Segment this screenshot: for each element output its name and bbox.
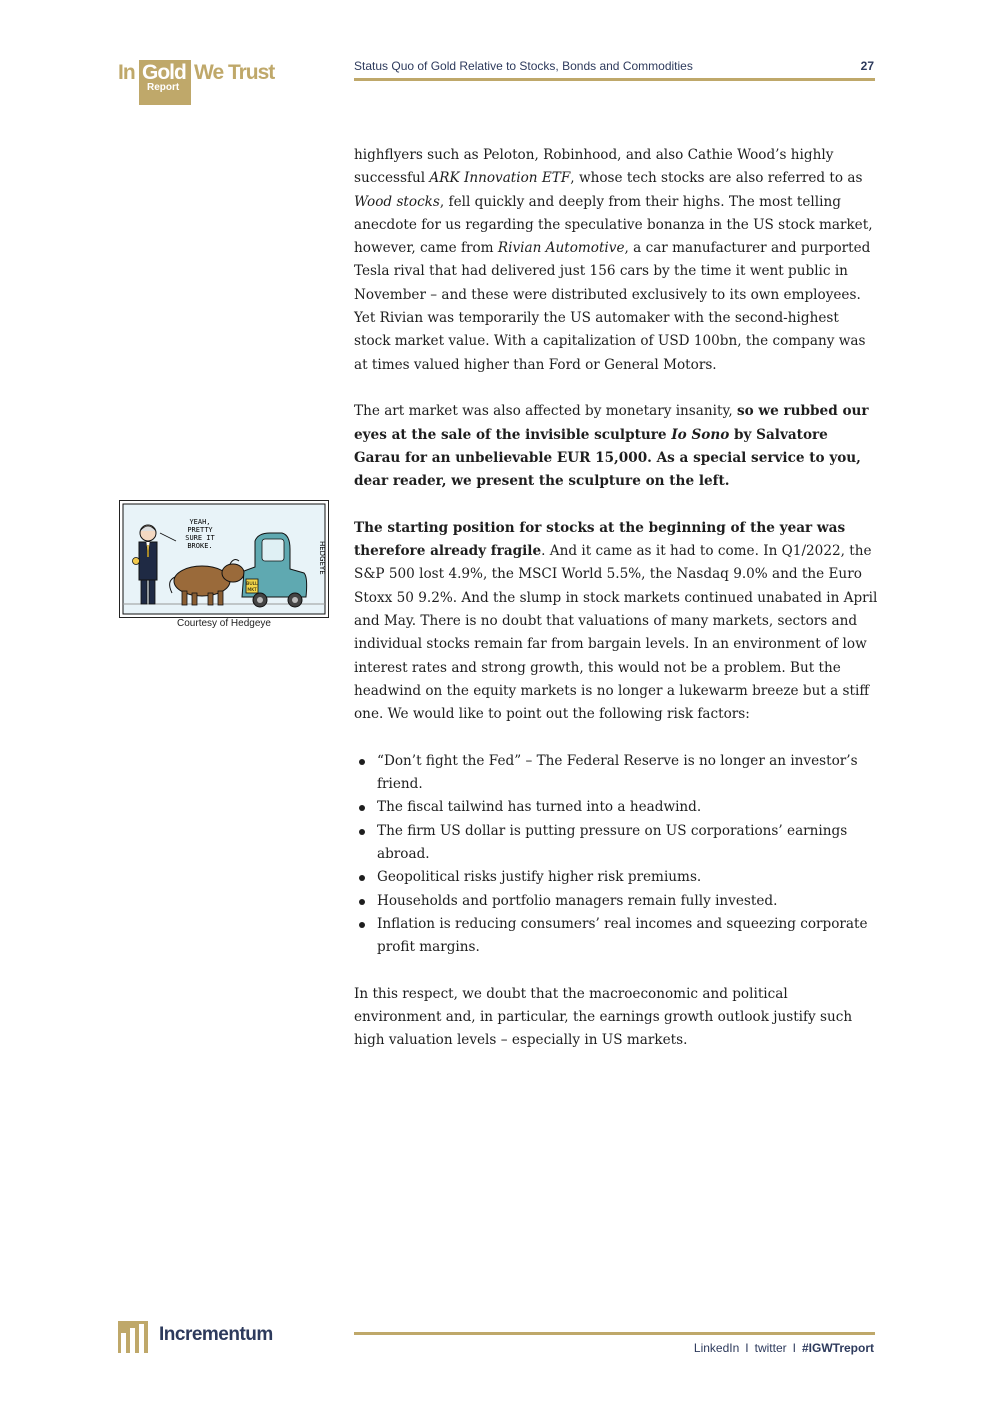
list-item: Households and portfolio managers remain fully invested. xyxy=(377,890,878,913)
logo-word-report: Report xyxy=(147,82,180,93)
twitter-link[interactable]: twitter xyxy=(754,1341,787,1355)
speech-line-1: YEAH, xyxy=(189,518,211,526)
box-label-line-1: BULL xyxy=(246,582,258,587)
footer-separator: I xyxy=(792,1341,796,1355)
logo-word-we-trust: We Trust xyxy=(194,61,275,84)
page-number: 27 xyxy=(860,59,874,73)
speech-line-3: SURE IT xyxy=(185,534,215,542)
running-header-title: Status Quo of Gold Relative to Stocks, Bonds and Commodities xyxy=(354,59,693,73)
logo-word-in: In xyxy=(118,61,135,84)
box-label-line-2: MKT xyxy=(247,588,257,593)
paragraph-1: highflyers such as Peloton, Robinhood, and also Cathie Wood’s highly successful ARK Innovation ETF, whose tech stocks are also referred to as Wood stocks, fell quickly and deeply from their highs. The most telling anecdote for us regarding the speculative bonanza in the US stock market, however, came from Rivian Automotive, a car manufacturer and purported Tesla rival that had delivered just 156 cars by the time it went public in November – and these were distributed exclusively to its own employees. Yet Rivian was temporarily the US automaker with the second-highest stock market value. With a capitalization of USD 100bn, the company was at times valued higher than Ford or General Motors. xyxy=(354,147,873,373)
speech-line-2: PRETTY xyxy=(187,526,213,534)
footer-separator: I xyxy=(745,1341,749,1355)
list-item: “Don’t fight the Fed” – The Federal Reserve is no longer an investor’s friend. xyxy=(377,750,878,797)
report-logo xyxy=(118,60,278,106)
footer-links xyxy=(694,1341,874,1355)
cartoon-caption: Courtesy of Hedgeye xyxy=(177,618,271,629)
paragraph-4: In this respect, we doubt that the macroeconomic and political environment and, in particular, the earnings growth outlook justify such high valuation levels – especially in US markets. xyxy=(354,985,853,1049)
header-rule xyxy=(354,78,875,81)
incrementum-wordmark: Incrementum xyxy=(159,1324,273,1345)
paragraph-2: The art market was also affected by monetary insanity, so we rubbed our eyes at the sale of the invisible sculpture Io Sono by Salvatore Garau for an unbelievable EUR 15,000. As a special service to you, dear reader, we present the sculpture on the left. xyxy=(354,403,869,490)
list-item: The firm US dollar is putting pressure on US corporations’ earnings abroad. xyxy=(377,820,878,867)
risk-factor-list xyxy=(354,750,878,960)
logo-word-gold: Gold xyxy=(142,61,186,84)
body-text xyxy=(354,144,878,1076)
incrementum-logo xyxy=(118,1321,288,1353)
paragraph-3: The starting position for stocks at the beginning of the year was therefore already fragile. And it came as it had to come. In Q1/2022, the S&P 500 lost 4.9%, the MSCI World 5.5%, the Nasdaq 9.0% and the Euro Stoxx 50 9.2%. And the slump in stock markets continued unabated in April and May. There is no doubt that valuations of many markets, sectors and individual stocks remain far from bargain levels. In an environment of low interest rates and strong growth, this would not be a problem. But the headwind on the equity markets is no longer a lukewarm breeze but a stiff one. We would like to point out the following risk factors: xyxy=(354,519,878,723)
speech-line-4: BROKE. xyxy=(187,542,213,550)
incrementum-mark-icon xyxy=(118,1321,148,1353)
cartoon-signature: HEDGEYE xyxy=(318,541,326,575)
list-item: The fiscal tailwind has turned into a headwind. xyxy=(377,796,878,819)
hashtag-link[interactable]: #IGWTreport xyxy=(801,1341,874,1355)
footer-rule xyxy=(354,1332,875,1335)
cartoon-image xyxy=(119,500,329,618)
list-item: Geopolitical risks justify higher risk premiums. xyxy=(377,866,878,889)
cartoon-drawing xyxy=(120,501,328,617)
list-item: Inflation is reducing consumers’ real incomes and squeezing corporate profit margins. xyxy=(377,913,878,960)
linkedin-link[interactable]: LinkedIn xyxy=(693,1341,740,1355)
